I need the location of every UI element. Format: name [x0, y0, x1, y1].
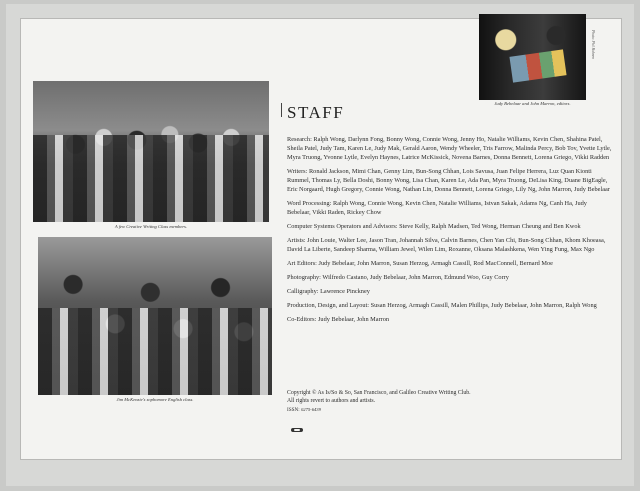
rights-line: All rights revert to authors and artists.: [287, 397, 376, 404]
copyright-line: Copyright © As Is/So & So, San Francisco, and Galileo Creative Writing Club.: [287, 390, 471, 396]
credit-research: Research: Ralph Wong, Darlynn Fong, Bonny Wong, Connie Wong, Jenny Ho, Natalie Williams, Kevin Chen, Shahina Patel, Sheila Patel, Judy Tam, Karen Le, Judy Mak, Gerald Aaron, Wendy Wheeler, Tris Farrow, Malinda Percy, Bob Tov, Yvette Lytle, Myra Truong, Yvonne Lytle, Evelyn Haynes, Latrice McKissick, Novena Barnes, Donna Bennett, Lorena Griego, Vikki Radden: [287, 136, 612, 161]
heading-rule: [281, 103, 282, 117]
issn-line: ISSN: 0275-6439: [287, 406, 321, 413]
photo-credit: Photo: Phil Hohnen: [591, 30, 595, 59]
photo-figures: [38, 308, 272, 395]
credit-word-processing: Word Processing: Ralph Wong, Connie Wong, Kevin Chen, Natalie Williams, Istvan Sakak, Adams Ng, Canh Ha, Judy Bebelaar, Vikki Raden, Rickey Chow: [287, 199, 587, 216]
credit-production: Production, Design, and Layout: Susan Herzog, Armagh Cassill, Malen Phillips, Judy Bebelaar, John Marron, Ralph Wong: [287, 302, 597, 310]
credit-art-editors: Art Editors: Judy Bebelaar, John Marron, Susan Herzog, Armagh Cassill, Rod MacConnell, Bernard Moe: [287, 259, 553, 267]
photo-books: [510, 49, 567, 82]
credit-writers: Writers: Ronald Jackson, Mimi Chan, Genny Lim, Bun-Song Chhan, Lois Savusa, Juan Felipe Herrera, Luz Quan Kionti Rummel, Thomas Ly, Bella Doshi, Bonny Wong, Lisa Chan, Karen Le, Ada Pan, Myra Truong, DeLisa King, Duane BigEagle, Eric Norgaard, Hugh Gregory, Connie Wong, Nathan Lin, Donna Bennett, Lorena Griego, Lily Ng, John Marron, Judy Bebelaar: [287, 167, 610, 193]
staff-credits: [287, 136, 612, 330]
copyright-block: [287, 390, 587, 415]
photo-caption-top-right: Judy Bebelaar and John Marron, editors.: [494, 101, 571, 106]
publisher-logo-icon: [291, 428, 303, 432]
photo-caption-bottom-left: Jim McKenzie's sophomore English class.: [116, 397, 194, 402]
page-title: STAFF: [287, 103, 345, 122]
credit-photography: Photography: Wilfredo Castano, Judy Bebelaar, John Marron, Edmund Woo, Guy Corry: [287, 274, 509, 281]
photo-creative-writing-class: [33, 81, 269, 222]
photo-english-class: [38, 237, 272, 395]
credit-co-editors: Co-Editors: Judy Bebelaar, John Marron: [287, 316, 390, 324]
photo-figures: [33, 135, 269, 222]
photo-editors: [479, 14, 586, 100]
photo-caption-top-left: A few Creative Writing Class members.: [114, 224, 188, 229]
credit-computer-systems: Computer Systems Operators and Advisors: Steve Kelly, Ralph Madsen, Ted Wong, Herman Cheung and Ben Kwok: [287, 222, 581, 230]
credit-calligraphy: Calligraphy: Lawrence Pinckney: [287, 288, 370, 296]
credit-artists: Artists: John Louie, Walter Lee, Jason Tran, Johannah Silva, Calvin Barnes, Chen Yan Chi, Bun-Song Chhan, Khom Khoeasa, David La Liberte, Sandeep Sharma, William Jewel, Wilen Lim, Roxanne, Oksana Malashkena, Wen Ying Fung, Max Ngo: [287, 236, 606, 253]
